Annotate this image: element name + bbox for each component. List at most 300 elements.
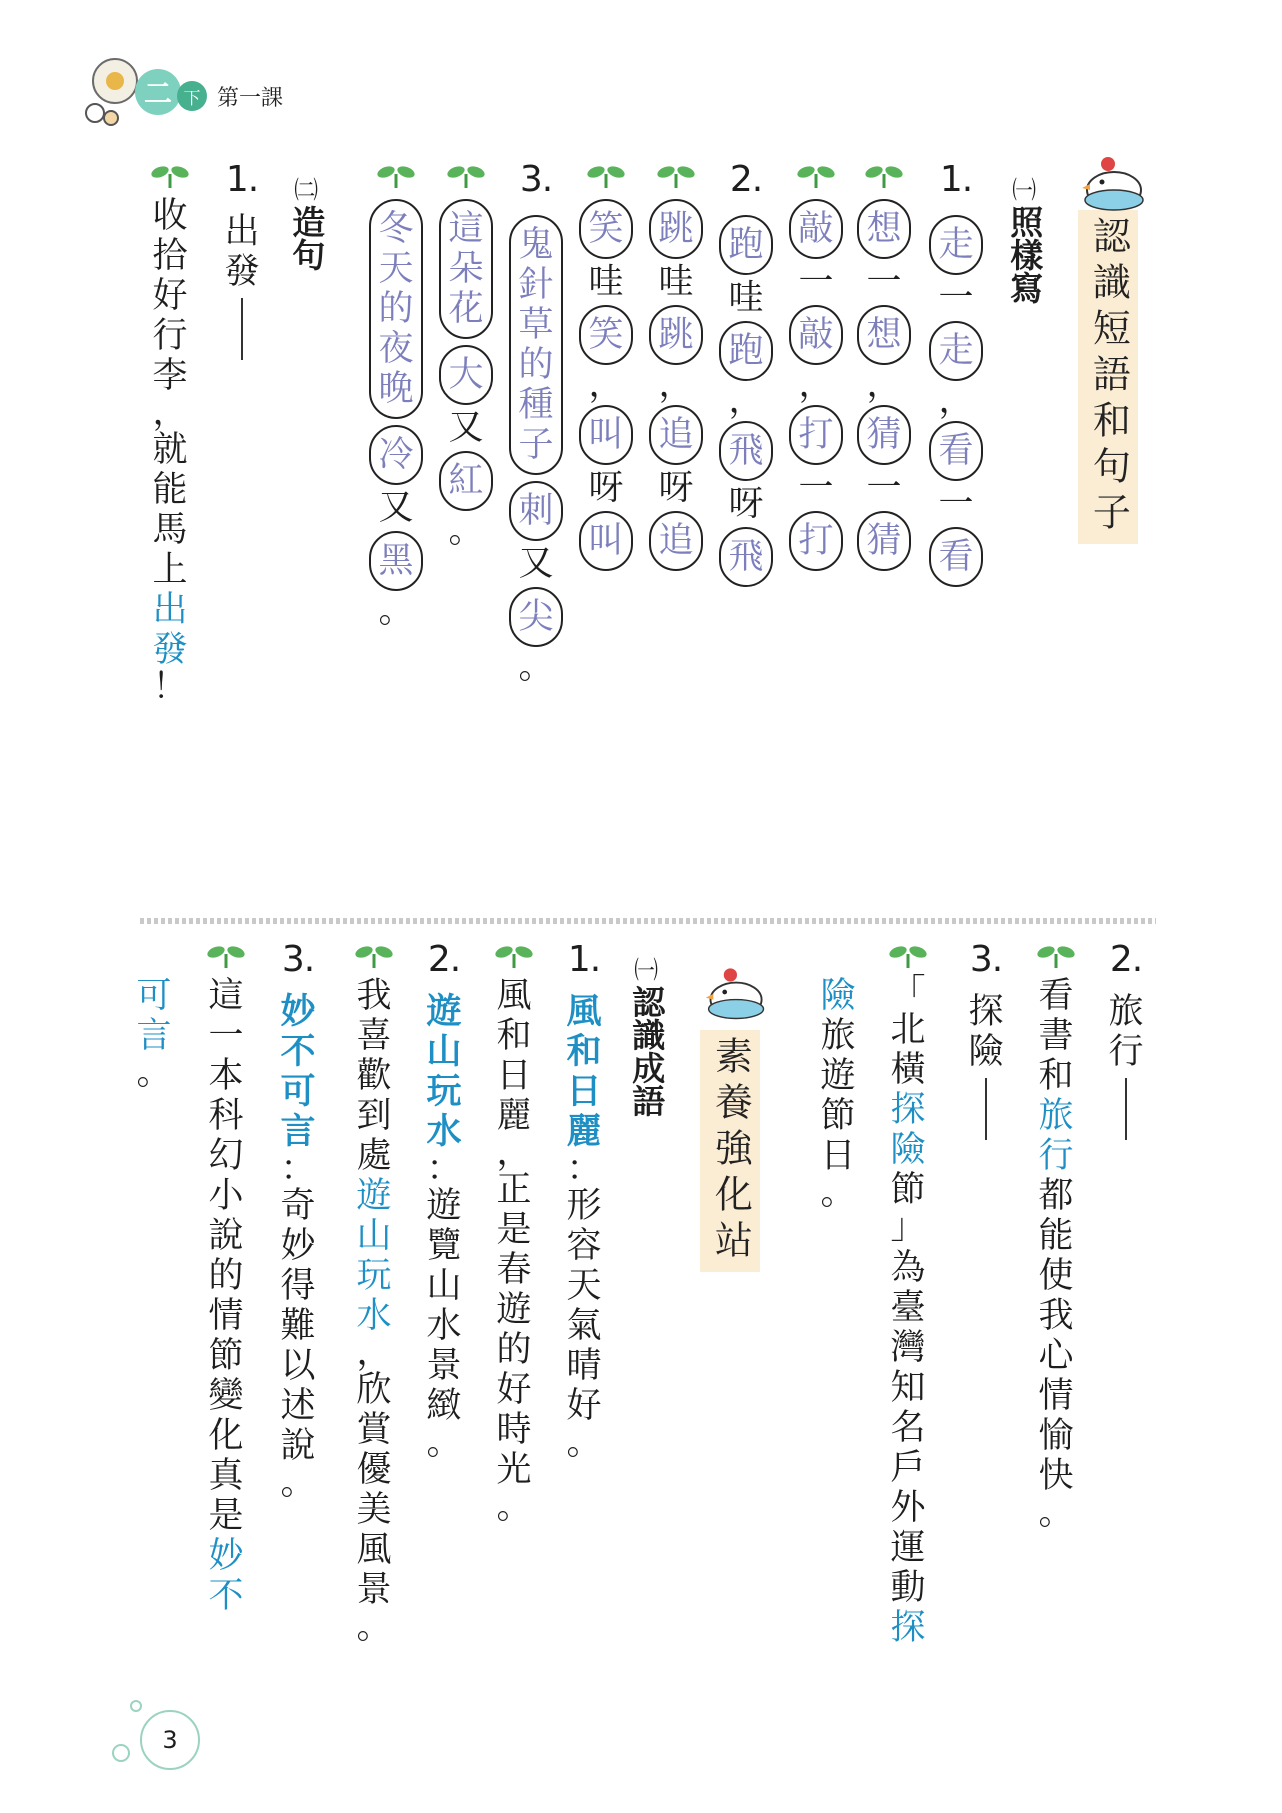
- highlight-char: 險: [890, 1129, 926, 1170]
- text-char: 使: [1038, 1255, 1074, 1296]
- answer-char: 草: [518, 304, 554, 345]
- text-char: 化: [208, 1415, 244, 1456]
- answer-char: 叫: [588, 520, 624, 561]
- text-char: 又: [518, 543, 554, 584]
- idiom-3: [270, 939, 326, 1503]
- text-char: 。: [566, 1422, 602, 1463]
- text-char: 馬: [152, 509, 188, 550]
- answer-parenthesis: [789, 405, 843, 465]
- text-char: 又: [448, 407, 484, 448]
- answer-char: 花: [448, 288, 484, 329]
- text-char: 北: [890, 1009, 926, 1050]
- section-title-make-sentence: [287, 170, 327, 271]
- text-char: 日: [496, 1055, 532, 1096]
- item-number: 3.: [281, 939, 315, 980]
- item-number: 2.: [427, 939, 461, 980]
- text-char: ，: [728, 380, 764, 421]
- answer-char: 打: [798, 414, 834, 455]
- answer-char: 冬: [378, 208, 414, 249]
- answer-char: 紅: [448, 460, 484, 501]
- text-char: 心: [1038, 1335, 1074, 1376]
- text-char: 遊: [820, 1055, 856, 1096]
- answer-parenthesis: [929, 321, 983, 381]
- text-char: 得: [280, 1265, 316, 1306]
- highlight-char: 探: [890, 1607, 926, 1648]
- highlight-char: 言: [136, 1015, 172, 1056]
- exercise-3-line-2: [438, 162, 494, 551]
- text-char: 。: [496, 1486, 532, 1527]
- highlight-char: 行: [1038, 1135, 1074, 1176]
- section-banner-literacy: [700, 1030, 760, 1272]
- text-char: 呀: [658, 467, 694, 508]
- answer-parenthesis: [719, 421, 773, 481]
- text-char: 「: [890, 972, 926, 1013]
- text-char: ，: [658, 364, 694, 405]
- text-char: 橫: [890, 1049, 926, 1090]
- sprout-icon: [206, 942, 246, 972]
- exercise-1-line-3: [788, 162, 844, 574]
- dash-line: [1125, 1078, 1127, 1140]
- text-char: 外: [890, 1487, 926, 1528]
- idiom-char: 山: [426, 1031, 462, 1072]
- exercise-column: [579, 196, 633, 574]
- text-char: 。: [518, 646, 554, 687]
- text-char: 水: [426, 1305, 462, 1346]
- answer-char: 想: [866, 314, 902, 355]
- text-char: 和: [496, 1015, 532, 1056]
- answer-char: 走: [938, 224, 974, 265]
- exercise-column: [152, 195, 188, 707]
- exercise-column: [136, 975, 172, 1093]
- answer-parenthesis: [439, 345, 493, 405]
- answer-parenthesis: [579, 305, 633, 365]
- text-char: 緻: [426, 1385, 462, 1426]
- exercise-2-line-3: [578, 162, 634, 574]
- text-char: 天: [566, 1265, 602, 1306]
- answer-char: 冷: [378, 434, 414, 475]
- sprout-icon: [376, 162, 416, 192]
- item-number: 3.: [969, 939, 1003, 980]
- answer-parenthesis: [929, 421, 983, 481]
- text-char: 以: [280, 1345, 316, 1386]
- highlight-char: 不: [208, 1575, 244, 1616]
- text-char: ：: [426, 1148, 462, 1189]
- exercise-3: [508, 159, 564, 687]
- text-char: 運: [890, 1527, 926, 1568]
- answer-char: 跑: [728, 224, 764, 265]
- idiom-3-example-cont: [126, 942, 182, 1093]
- answer-char: 笑: [588, 314, 624, 355]
- section-marker: ㈠: [634, 956, 659, 984]
- text-char: 述: [280, 1385, 316, 1426]
- text-char: ！: [152, 666, 188, 707]
- section-title-copy-pattern: [1005, 170, 1045, 304]
- page-header: [85, 55, 405, 125]
- answer-char: 子: [518, 424, 554, 465]
- idiom-2-example: [346, 942, 402, 1647]
- answer-char: 跳: [658, 208, 694, 249]
- make-sentence-2: [1098, 939, 1154, 1146]
- bubble-decoration: [130, 1700, 142, 1712]
- answer-parenthesis: [857, 405, 911, 465]
- exercise-column: [356, 975, 392, 1647]
- answer-parenthesis: [929, 527, 983, 587]
- text-char: 探: [968, 991, 1004, 1032]
- text-char: 節: [208, 1335, 244, 1376]
- exercise-column: [929, 212, 983, 590]
- answer-char: 尖: [518, 596, 554, 637]
- answer-char: 這: [448, 208, 484, 249]
- text-char: 行: [152, 315, 188, 356]
- exercise-column: [649, 196, 703, 574]
- answer-char: 的: [518, 344, 554, 385]
- banner-title: 認識短語和句子: [1086, 216, 1131, 538]
- text-char: 好: [496, 1369, 532, 1410]
- text-char: ，: [588, 364, 624, 405]
- answer-char: 追: [658, 520, 694, 561]
- highlight-char: 旅: [1038, 1095, 1074, 1136]
- section-marker: ㈡: [294, 176, 319, 204]
- answer-char: 朵: [448, 248, 484, 289]
- sprout-icon: [656, 162, 696, 192]
- text-char: 看: [1038, 975, 1074, 1016]
- answer-char: 鬼: [518, 224, 554, 265]
- text-char: 麗: [496, 1095, 532, 1136]
- exercise-column: [439, 196, 493, 551]
- answer-parenthesis: [649, 199, 703, 259]
- answer-parenthesis: [719, 321, 773, 381]
- answer-char: 看: [938, 536, 974, 577]
- answer-char: 針: [518, 264, 554, 305]
- text-char: 處: [356, 1135, 392, 1176]
- text-char: 。: [426, 1422, 462, 1463]
- text-char: 出: [224, 211, 260, 252]
- text-char: 戶: [890, 1447, 926, 1488]
- text-char: 真: [208, 1455, 244, 1496]
- section-marker: ㈠: [1012, 176, 1037, 204]
- exercise-column: [968, 992, 1003, 1146]
- text-char: 好: [566, 1385, 602, 1426]
- text-char: 一: [866, 467, 902, 508]
- item-number: 1.: [567, 939, 601, 980]
- answer-char: 天: [378, 248, 414, 289]
- exercise-column: [1038, 975, 1074, 1533]
- answer-parenthesis: [509, 587, 563, 647]
- text-char: 險: [968, 1031, 1004, 1072]
- exercise-column: [224, 212, 259, 366]
- text-char: 妙: [280, 1225, 316, 1266]
- text-char: 」: [890, 1206, 926, 1247]
- answer-char: 晚: [378, 368, 414, 409]
- answer-parenthesis: [649, 511, 703, 571]
- text-char: 光: [496, 1449, 532, 1490]
- text-char: 動: [890, 1567, 926, 1608]
- text-char: 。: [448, 510, 484, 551]
- text-char: 哇: [658, 261, 694, 302]
- item-number: 1.: [225, 159, 259, 200]
- idiom-char: 妙: [280, 991, 316, 1032]
- highlight-char: 探: [890, 1089, 926, 1130]
- text-char: 李: [152, 355, 188, 396]
- text-char: 風: [496, 975, 532, 1016]
- text-char: 行: [1108, 1031, 1144, 1072]
- banner-title: 素養強化站: [708, 1036, 753, 1266]
- sprout-icon: [446, 162, 486, 192]
- text-char: 節: [820, 1095, 856, 1136]
- text-char: 灣: [890, 1327, 926, 1368]
- text-char: 。: [378, 590, 414, 631]
- text-char: ，: [866, 364, 902, 405]
- text-char: 節: [890, 1169, 926, 1210]
- text-char: 。: [356, 1606, 392, 1647]
- text-char: 為: [890, 1247, 926, 1288]
- item-number: 1.: [939, 159, 973, 200]
- answer-parenthesis: [369, 199, 423, 419]
- answer-char: 想: [866, 208, 902, 249]
- text-char: 優: [356, 1449, 392, 1490]
- answer-char: 敲: [798, 314, 834, 355]
- grade-badge: 二: [135, 69, 181, 115]
- item-number: 2.: [729, 159, 763, 200]
- text-char: 上: [152, 549, 188, 590]
- answer-parenthesis: [579, 199, 633, 259]
- text-char: 一: [208, 1015, 244, 1056]
- text-char: ，: [152, 392, 188, 433]
- make-sentence-3-example-cont: [810, 942, 866, 1213]
- exercise-column: [426, 991, 462, 1463]
- text-char: 名: [890, 1407, 926, 1448]
- dash-line: [985, 1078, 987, 1140]
- text-char: 。: [820, 1172, 856, 1213]
- answer-char: 的: [378, 288, 414, 329]
- exercise-column: [1108, 992, 1143, 1146]
- answer-parenthesis: [439, 451, 493, 511]
- text-char: 知: [890, 1367, 926, 1408]
- exercise-column: [496, 975, 532, 1527]
- answer-char: 追: [658, 414, 694, 455]
- exercise-column: [820, 975, 856, 1213]
- exercise-column: [566, 991, 602, 1463]
- answer-parenthesis: [857, 511, 911, 571]
- text-char: 的: [208, 1255, 244, 1296]
- text-char: 小: [208, 1175, 244, 1216]
- text-char: 欣: [356, 1369, 392, 1410]
- text-char: 旅: [820, 1015, 856, 1056]
- answer-parenthesis: [929, 215, 983, 275]
- text-char: 遊: [426, 1185, 462, 1226]
- sprout-icon: [1036, 942, 1076, 972]
- text-char: 歡: [356, 1055, 392, 1096]
- highlight-char: 險: [820, 975, 856, 1016]
- text-char: 春: [496, 1249, 532, 1290]
- answer-parenthesis: [509, 481, 563, 541]
- text-char: 能: [1038, 1215, 1074, 1256]
- sprout-icon: [586, 162, 626, 192]
- make-sentence-1-example: [142, 162, 198, 707]
- text-char: 就: [152, 429, 188, 470]
- answer-char: 黑: [378, 540, 414, 581]
- text-char: 我: [1038, 1295, 1074, 1336]
- sprout-icon: [494, 942, 534, 972]
- text-char: 這: [208, 975, 244, 1016]
- hen-icon: [1078, 150, 1152, 214]
- text-char: 本: [208, 1055, 244, 1096]
- text-char: 到: [356, 1095, 392, 1136]
- answer-char: 打: [798, 520, 834, 561]
- exercise-column: [208, 976, 243, 1616]
- highlight-char: 發: [152, 629, 188, 670]
- text-char: 旅: [1108, 991, 1144, 1032]
- text-char: 收: [152, 195, 188, 236]
- answer-parenthesis: [579, 405, 633, 465]
- hen-icon: [702, 960, 772, 1024]
- item-number: 3.: [519, 159, 553, 200]
- text-char: ，: [356, 1332, 392, 1373]
- idiom-1-example: [486, 942, 542, 1527]
- text-char: ，: [938, 380, 974, 421]
- sprout-icon: [150, 162, 190, 192]
- answer-parenthesis: [369, 531, 423, 591]
- text-char: 好: [152, 275, 188, 316]
- text-char: ，: [798, 364, 834, 405]
- text-char: 時: [496, 1409, 532, 1450]
- text-char: 氣: [566, 1305, 602, 1346]
- section-title: 照樣寫: [1005, 205, 1045, 304]
- text-char: 說: [280, 1425, 316, 1466]
- exercise-column: [857, 196, 911, 574]
- answer-char: 夜: [378, 328, 414, 369]
- sprout-icon: [864, 162, 904, 192]
- answer-char: 猜: [866, 520, 902, 561]
- answer-parenthesis: [789, 199, 843, 259]
- section-title: 造句: [287, 205, 327, 271]
- exercise-column: [719, 212, 773, 590]
- text-char: 晴: [566, 1345, 602, 1386]
- answer-parenthesis: [789, 511, 843, 571]
- text-char: 。: [1038, 1492, 1074, 1533]
- text-char: 奇: [280, 1185, 316, 1226]
- section-title-idioms: [627, 950, 667, 1117]
- text-char: 的: [496, 1329, 532, 1370]
- text-char: 正: [496, 1169, 532, 1210]
- text-char: 一: [798, 467, 834, 508]
- text-char: 我: [356, 975, 392, 1016]
- text-char: 呀: [588, 467, 624, 508]
- answer-char: 種: [518, 384, 554, 425]
- answer-char: 叫: [588, 414, 624, 455]
- item-number: 2.: [1109, 939, 1143, 980]
- answer-char: 猜: [866, 414, 902, 455]
- answer-parenthesis: [369, 425, 423, 485]
- answer-parenthesis: [719, 527, 773, 587]
- text-char: 是: [496, 1209, 532, 1250]
- exercise-2: [718, 159, 774, 590]
- make-sentence-2-example: [1028, 942, 1084, 1533]
- idiom-1: [556, 939, 612, 1463]
- text-char: 。: [280, 1462, 316, 1503]
- make-sentence-3: [958, 939, 1014, 1146]
- text-char: ：: [280, 1148, 316, 1189]
- answer-char: 飛: [728, 536, 764, 577]
- text-char: 。: [136, 1052, 172, 1093]
- answer-char: 跳: [658, 314, 694, 355]
- highlight-char: 可: [136, 975, 172, 1016]
- dash-line: [241, 298, 243, 360]
- term-badge: 下: [177, 81, 207, 111]
- exercise-column: [890, 972, 926, 1648]
- text-char: 一: [938, 277, 974, 318]
- text-char: 一: [938, 483, 974, 524]
- text-char: 覽: [426, 1225, 462, 1266]
- answer-char: 大: [448, 354, 484, 395]
- text-char: 一: [798, 261, 834, 302]
- text-char: 快: [1038, 1455, 1074, 1496]
- section-divider: [140, 918, 1156, 924]
- highlight-char: 山: [356, 1215, 392, 1256]
- exercise-1: [928, 159, 984, 590]
- text-char: 是: [208, 1495, 244, 1536]
- answer-parenthesis: [789, 305, 843, 365]
- idiom-char: 水: [426, 1111, 462, 1152]
- text-char: 說: [208, 1215, 244, 1256]
- idiom-char: 可: [280, 1071, 316, 1112]
- answer-parenthesis: [649, 305, 703, 365]
- text-char: 風: [356, 1529, 392, 1570]
- answer-parenthesis: [579, 511, 633, 571]
- answer-char: 走: [938, 330, 974, 371]
- idiom-char: 風: [566, 991, 602, 1032]
- text-char: 賞: [356, 1409, 392, 1450]
- sprout-icon: [354, 942, 394, 972]
- answer-parenthesis: [857, 199, 911, 259]
- text-char: 景: [356, 1569, 392, 1610]
- highlight-char: 玩: [356, 1255, 392, 1296]
- text-char: ：: [566, 1148, 602, 1189]
- highlight-char: 遊: [356, 1175, 392, 1216]
- text-char: 科: [208, 1095, 244, 1136]
- text-char: 日: [820, 1135, 856, 1176]
- sprout-icon: [796, 162, 836, 192]
- page-number: 3: [140, 1710, 200, 1770]
- idiom-2: [416, 939, 472, 1463]
- make-sentence-3-example: [880, 942, 936, 1648]
- answer-char: 刺: [518, 490, 554, 531]
- lesson-label: 第一課: [217, 86, 284, 111]
- text-char: 難: [280, 1305, 316, 1346]
- bubble-decoration: [112, 1744, 130, 1762]
- exercise-1-line-2: [856, 162, 912, 574]
- text-char: 容: [566, 1225, 602, 1266]
- text-char: 臺: [890, 1287, 926, 1328]
- section-title: 認識成語: [627, 985, 667, 1117]
- text-char: 書: [1038, 1015, 1074, 1056]
- idiom-char: 日: [566, 1071, 602, 1112]
- highlight-char: 出: [152, 589, 188, 630]
- text-char: 愉: [1038, 1415, 1074, 1456]
- idiom-char: 和: [566, 1031, 602, 1072]
- text-char: 變: [208, 1375, 244, 1416]
- text-char: 哇: [728, 277, 764, 318]
- exercise-2-line-2: [648, 162, 704, 574]
- text-char: 發: [224, 251, 260, 292]
- text-char: ，: [496, 1132, 532, 1173]
- answer-char: 敲: [798, 208, 834, 249]
- answer-parenthesis: [857, 305, 911, 365]
- text-char: 哇: [588, 261, 624, 302]
- sprout-icon: [888, 942, 928, 972]
- text-char: 景: [426, 1345, 462, 1386]
- text-char: 遊: [496, 1289, 532, 1330]
